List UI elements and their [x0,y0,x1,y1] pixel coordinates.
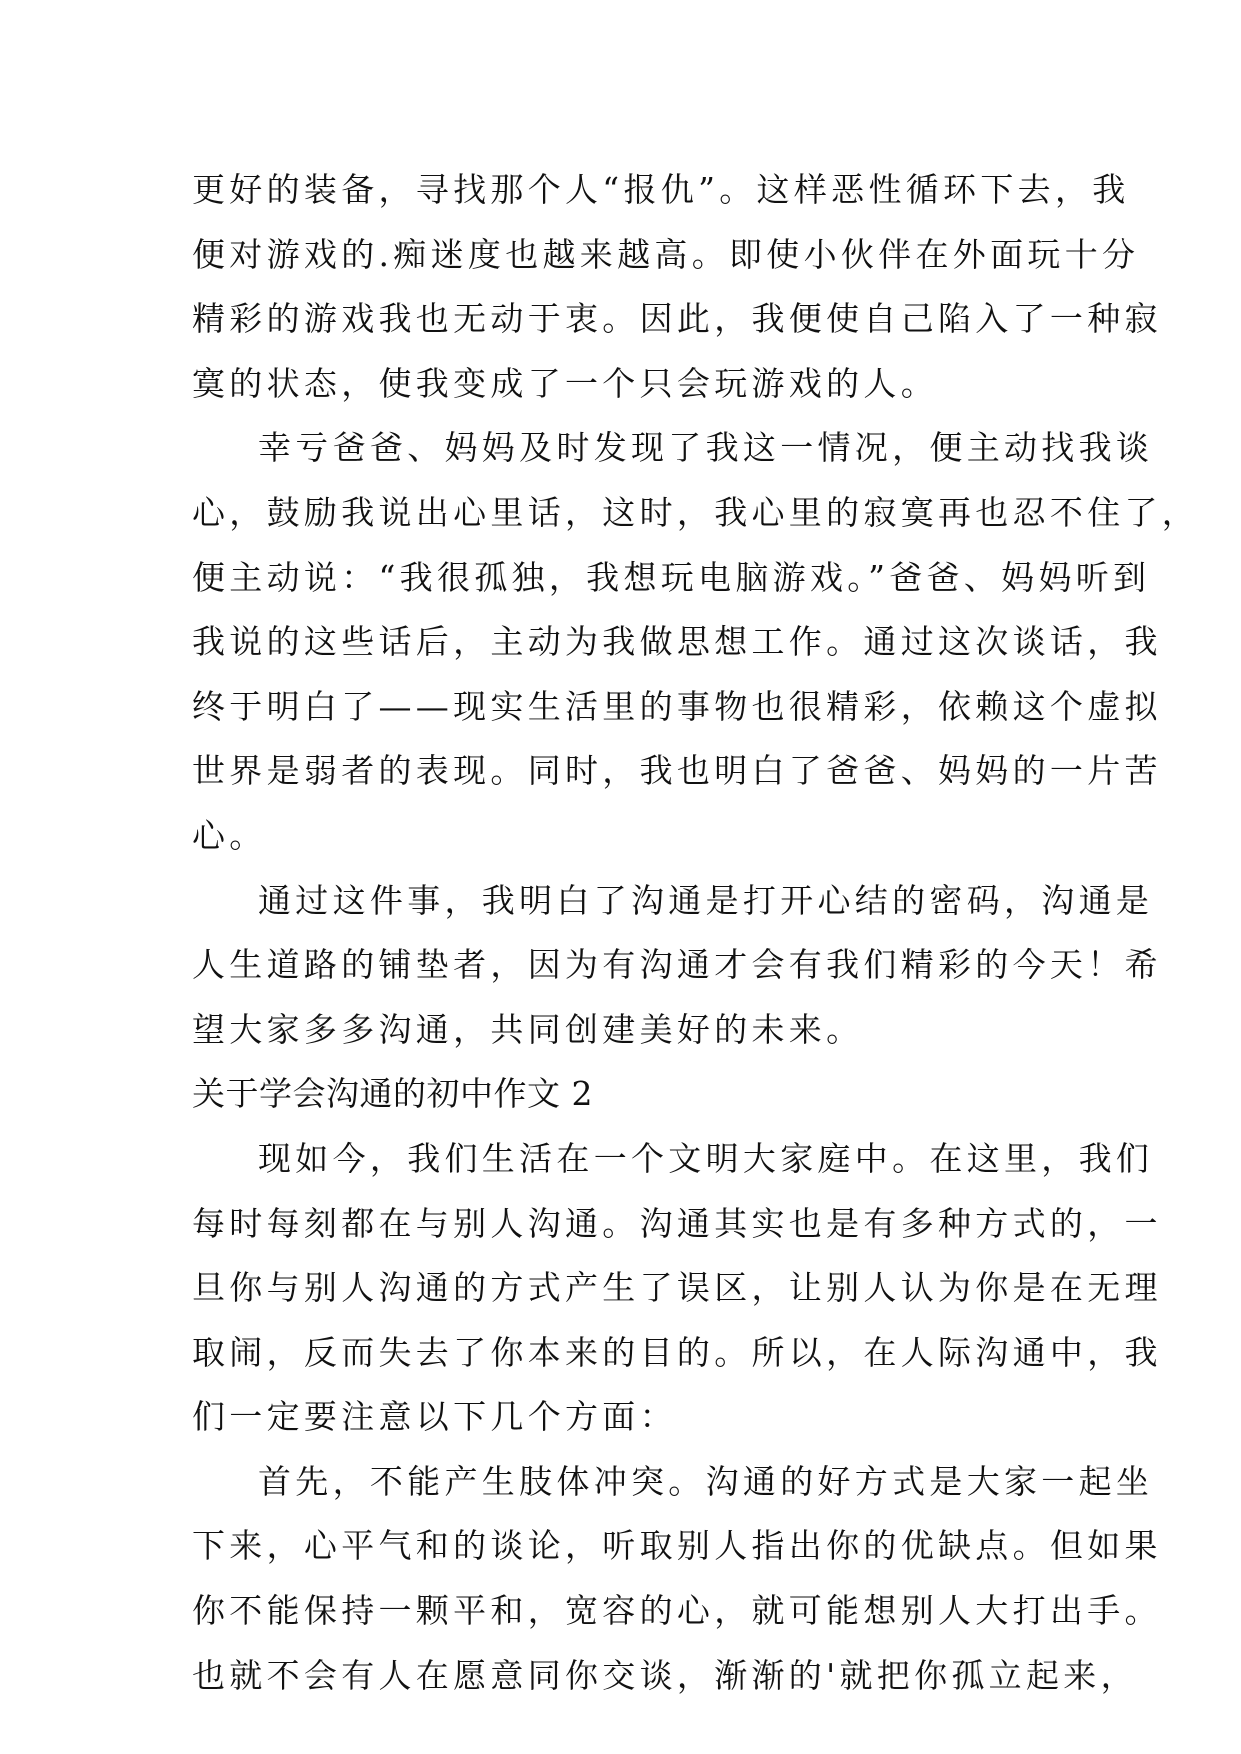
paragraph-start-line: 通过这件事，我明白了沟通是打开心结的密码，沟通是 [258,880,1154,920]
text-line: 世界是弱者的表现。同时，我也明白了爸爸、妈妈的一片苦 [192,751,1162,791]
text-line: 精彩的游戏我也无动于衷。因此，我便使自己陷入了一种寂 [192,299,1162,339]
paragraph-start-line: 首先，不能产生肢体冲突。沟通的好方式是大家一起坐 [258,1461,1154,1501]
text-line: 们一定要注意以下几个方面： [192,1397,677,1437]
text-line: 人生道路的铺垫者，因为有沟通才会有我们精彩的今天！希 [192,945,1162,985]
text-line: 寞的状态，使我变成了一个只会玩游戏的人。 [192,363,938,403]
text-line: 望大家多多沟通，共同创建美好的未来。 [192,1009,864,1049]
text-line: 旦你与别人沟通的方式产生了误区，让别人认为你是在无理 [192,1268,1162,1308]
text-line: 取闹，反而失去了你本来的目的。所以，在人际沟通中，我 [192,1332,1162,1372]
text-line: 也就不会有人在愿意同你交谈，渐渐的'就把你孤立起来， [192,1655,1138,1695]
essay-body [192,158,1200,1708]
text-line: 每时每刻都在与别人沟通。沟通其实也是有多种方式的，一 [192,1203,1162,1243]
text-line: 便对游戏的.痴迷度也越来越高。即使小伙伴在外面玩十分 [192,234,1140,274]
text-line: 你不能保持一颗平和，宽容的心，就可能想别人大打出手。 [192,1591,1162,1631]
text-line: 终于明白了——现实生活里的事物也很精彩，依赖这个虚拟 [192,686,1162,726]
text-line: 便主动说：“我很孤独，我想玩电脑游戏。”爸爸、妈妈听到 [192,557,1151,597]
text-line: 我说的这些话后，主动为我做思想工作。通过这次谈话，我 [192,622,1162,662]
paragraph-start-line: 幸亏爸爸、妈妈及时发现了我这一情况，便主动找我谈 [258,428,1154,468]
essay-heading: 关于学会沟通的初中作文 2 [192,1074,593,1114]
paragraph-start-line: 现如今，我们生活在一个文明大家庭中。在这里，我们 [258,1138,1154,1178]
text-line: 下来，心平气和的谈论，听取别人指出你的优缺点。但如果 [192,1526,1162,1566]
text-line: 心。 [192,815,267,855]
text-line: 心，鼓励我说出心里话，这时，我心里的寂寞再也忍不住了， [192,492,1200,532]
text-line: 更好的装备，寻找那个人“报仇”。这样恶性循环下去，我 [192,170,1130,209]
